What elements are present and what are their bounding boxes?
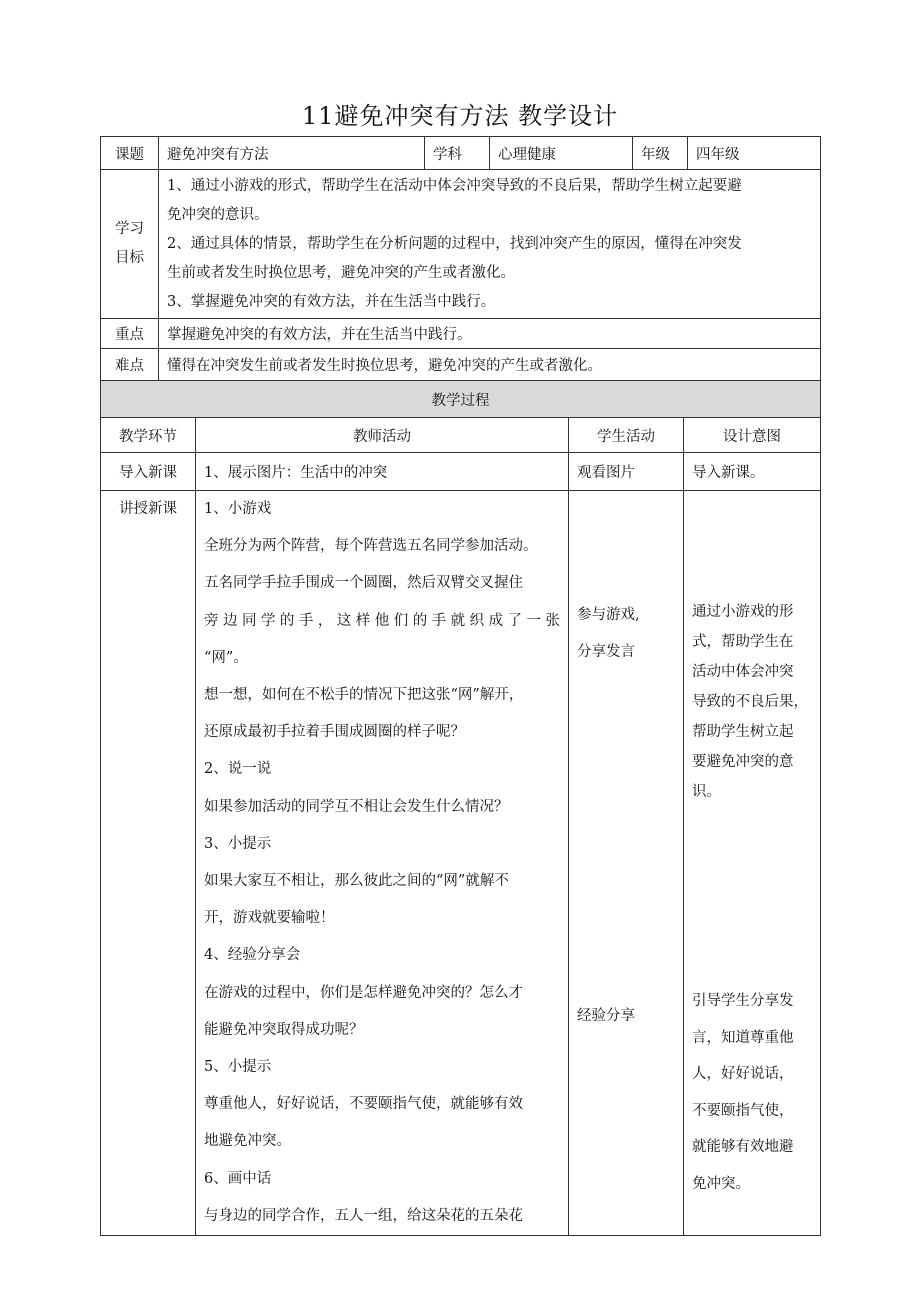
subject-label: 学科 [425, 137, 490, 170]
goals-label-line: 目标 [115, 250, 144, 266]
teacher-line: “网”。 [204, 649, 248, 666]
goals-label-line: 学习 [115, 221, 144, 237]
intent-line: 人，好好说话， [692, 1066, 794, 1082]
column-header-student: 学生活动 [569, 418, 684, 453]
column-header-stage: 教学环节 [101, 418, 196, 453]
intent-share [692, 983, 794, 1202]
teacher-line: 开，游戏就要输啦！ [204, 910, 335, 927]
teacher-line: 如果大家互不相让，那么彼此之间的“网”就解不 [204, 873, 509, 890]
intent-line: 言，知道尊重他 [692, 1029, 794, 1046]
column-header-teacher: 教师活动 [196, 418, 569, 453]
intro-intent: 导入新课。 [684, 453, 821, 491]
intro-teacher: 1、展示图片：生活中的冲突 [196, 453, 569, 491]
main-intent [684, 491, 821, 1236]
intent-line: 式，帮助学生在 [692, 634, 794, 650]
intent-line: 就能够有效地避 [692, 1139, 794, 1155]
lesson-info-table [100, 136, 821, 381]
teacher-line: 如果参加活动的同学互不相让会发生什么情况？ [204, 798, 509, 815]
goal-line: 2、通过具体的情景，帮助学生在分析问题的过程中，找到冲突产生的原因，懂得在冲突发 [167, 235, 742, 252]
intro-student: 观看图片 [569, 453, 684, 491]
teacher-line: 还原成最初手拉着手围成圆圈的样子呢？ [204, 724, 465, 741]
grade-label: 年级 [633, 137, 688, 170]
teacher-line: 与身边的同学合作，五人一组，给这朵花的五朵花 [204, 1207, 523, 1224]
column-header-intent: 设计意图 [684, 418, 821, 453]
teacher-line: 能避免冲突取得成功呢？ [204, 1021, 364, 1038]
teacher-line: 4、经验分享会 [204, 947, 301, 964]
teacher-line: 5、小提示 [204, 1059, 272, 1076]
teacher-line: 全班分为两个阵营，每个阵营选五名同学参加活动。 [204, 538, 538, 555]
intent-line: 识。 [692, 784, 721, 800]
student-line: 分享发言 [577, 644, 635, 661]
intent-line: 不要颐指气使， [692, 1102, 794, 1119]
key-value: 掌握避免冲突的有效方法，并在生活当中践行。 [159, 319, 821, 349]
goal-line: 生前或者发生时换位思考，避免冲突的产生或者激化。 [167, 264, 515, 281]
document-title: 11避免冲突有方法 教学设计 [301, 102, 619, 130]
intent-line: 活动中体会冲突 [692, 664, 794, 680]
main-teacher [196, 491, 569, 1236]
goal-line: 免冲突的意识。 [167, 206, 269, 223]
student-activity-game [577, 597, 640, 671]
intro-stage: 导入新课 [101, 453, 196, 491]
teacher-line: 6、画中话 [204, 1170, 272, 1187]
subject-value: 心理健康 [490, 137, 633, 170]
goals-content [159, 170, 821, 319]
teaching-process-table [100, 380, 821, 1236]
teacher-line: 尊重他人，好好说话，不要颐指气使，就能够有效 [204, 1096, 523, 1113]
intent-line: 通过小游戏的形 [692, 604, 794, 620]
intent-line: 导致的不良后果， [692, 694, 808, 710]
teacher-line: 在游戏的过程中，你们是怎样避免冲突的？怎么才 [204, 984, 523, 1001]
teacher-line: 想一想，如何在不松手的情况下把这张“网”解开， [204, 687, 524, 704]
teacher-line: 2、说一说 [204, 761, 272, 778]
goal-line: 3、掌握避免冲突的有效方法，并在生活当中践行。 [167, 293, 496, 310]
difficulty-value: 懂得在冲突发生前或者发生时换位思考，避免冲突的产生或者激化。 [159, 349, 821, 381]
goal-line: 1、通过小游戏的形式，帮助学生在活动中体会冲突导致的不良后果，帮助学生树立起要避 [167, 177, 742, 194]
topic-value: 避免冲突有方法 [159, 137, 425, 170]
main-student [569, 491, 684, 1236]
key-label: 重点 [101, 319, 159, 349]
process-heading: 教学过程 [101, 381, 821, 418]
grade-value: 四年级 [688, 137, 821, 170]
difficulty-label: 难点 [101, 349, 159, 381]
goals-label [101, 170, 159, 319]
intent-line: 帮助学生树立起 [692, 724, 794, 740]
intent-line: 要避免冲突的意 [692, 754, 794, 770]
main-stage: 讲授新课 [101, 491, 196, 1236]
student-activity-share: 经验分享 [577, 1008, 635, 1024]
intent-line: 免冲突。 [692, 1175, 750, 1192]
teacher-line: 3、小提示 [204, 835, 272, 852]
topic-label: 课题 [101, 137, 159, 170]
intent-line: 引导学生分享发 [692, 993, 794, 1009]
teacher-line: 旁边同学的手，这样他们的手就织成了一张 [204, 612, 560, 629]
teacher-line: 地避免冲突。 [204, 1133, 291, 1150]
intent-game [692, 597, 808, 807]
student-line: 参与游戏, [577, 607, 640, 623]
teacher-line: 五名同学手拉手围成一个圆圈，然后双臂交叉握住 [204, 575, 523, 592]
teacher-line: 1、小游戏 [204, 501, 272, 517]
